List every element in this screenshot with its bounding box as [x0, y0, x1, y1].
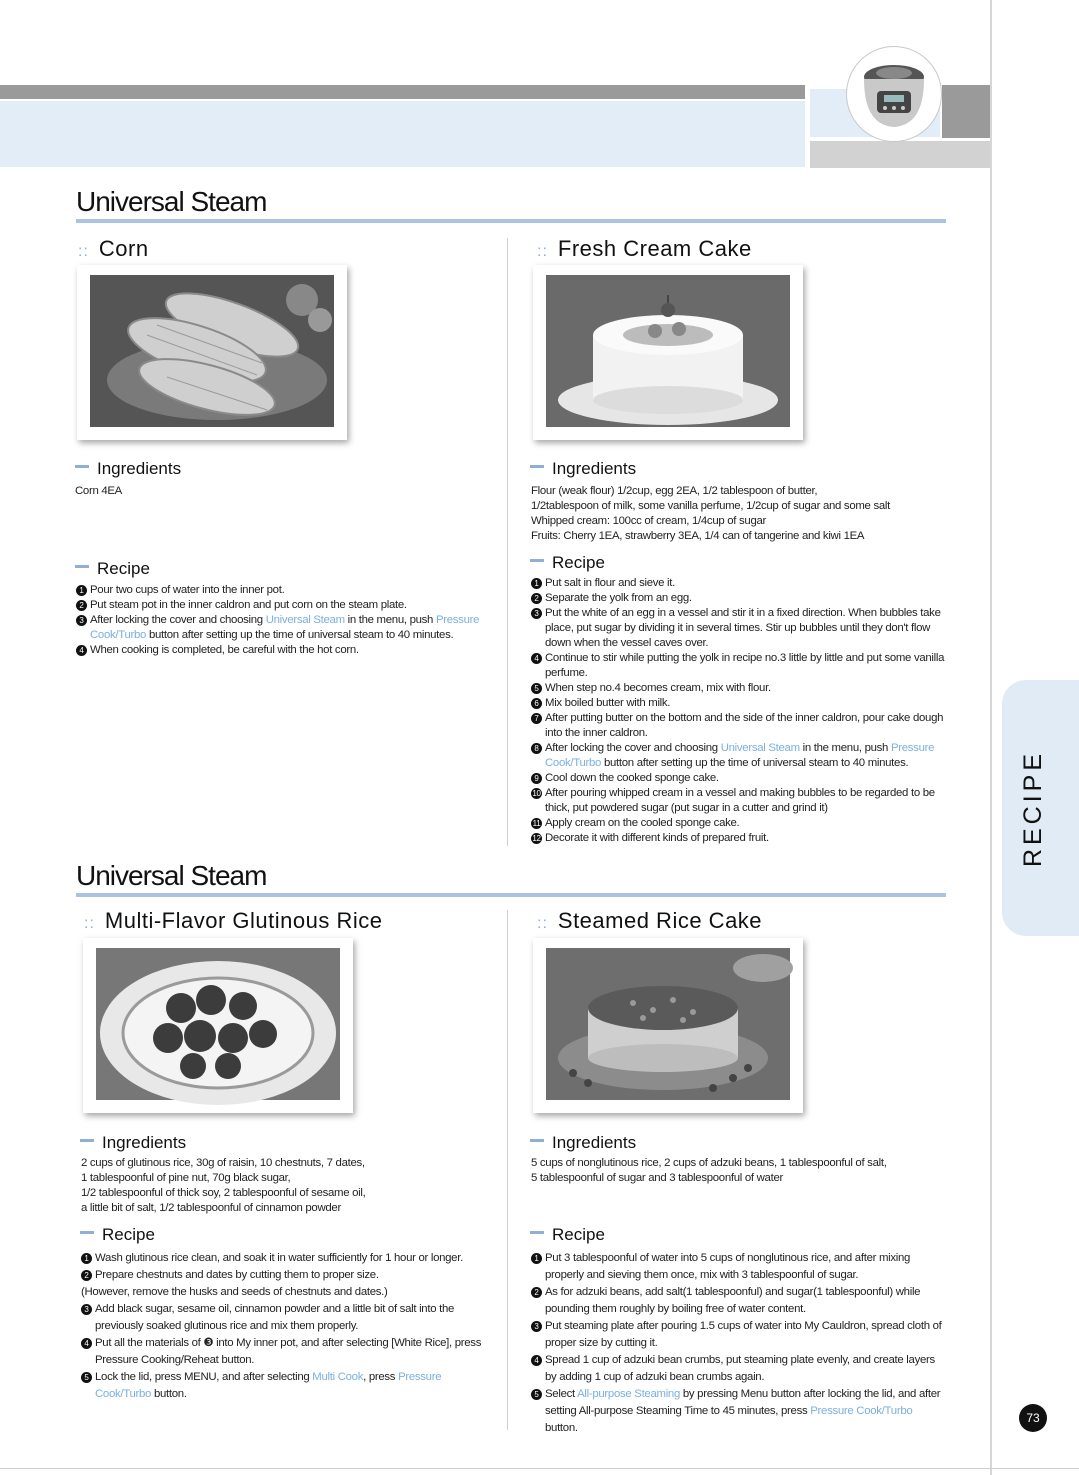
ingredients-text — [531, 484, 949, 544]
step-text: Cool down the cooked sponge cake. — [545, 772, 719, 784]
step-text: Apply cream on the cooled sponge cake. — [545, 817, 740, 829]
step-number: 3 — [76, 615, 87, 626]
column-divider — [507, 238, 508, 846]
ingredients-label: Ingredients — [102, 1133, 187, 1152]
recipe-step — [531, 696, 946, 711]
ingredient-line: 5 cups of nonglutinous rice, 2 cups of adzuki beans, 1 tablespoonful of salt, — [531, 1157, 887, 1169]
recipe-heading — [530, 1225, 605, 1245]
recipe-step — [76, 643, 492, 658]
menu-term: Universal Steam — [720, 742, 800, 754]
recipe-step — [531, 651, 946, 681]
step-number: 1 — [81, 1253, 92, 1264]
recipe-label: Recipe — [552, 553, 605, 572]
dish-name: Steamed Rice Cake — [557, 908, 763, 933]
ingredients-heading — [80, 1133, 186, 1153]
button-term: Pressure Cook/Turbo — [90, 614, 480, 641]
step-text: Put salt in flour and sieve it. — [545, 577, 675, 589]
step-text: Put steaming plate after pouring 1.5 cups of water into My Cauldron, spread cloth of proper size by cutting it. — [545, 1320, 942, 1349]
step-text: button after setting up the time of universal steam to 40 minutes. — [601, 757, 909, 769]
step-text: Wash glutinous rice clean, and soak it in water sufficiently for 1 hour or longer. — [95, 1252, 463, 1264]
step-text: button. — [545, 1422, 578, 1434]
recipe-step — [81, 1335, 493, 1369]
step-number: 4 — [81, 1338, 92, 1349]
step-text: Spread 1 cup of adzuki bean crumbs, put steaming plate evenly, and create layers by adding 1 cup of adzuki bean crumbs again. — [545, 1354, 935, 1383]
ingredient-line: 1/2tablespoon of milk, some vanilla perfume, 1/2cup of sugar and some salt — [531, 500, 890, 512]
section-rule — [76, 893, 946, 897]
step-text: After locking the cover and choosing — [545, 742, 721, 754]
menu-term: Universal Steam — [265, 614, 345, 626]
recipe-step — [531, 681, 946, 696]
recipe-step — [81, 1267, 493, 1284]
ingredient-line: 1 tablespoonful of pine nut, 70g black sugar, — [81, 1172, 291, 1184]
recipe-step — [531, 831, 946, 846]
title-dots: :: — [78, 243, 89, 260]
step-text: Lock the lid, press MENU, and after selecting — [95, 1371, 313, 1383]
ingredient-line: Whipped cream: 100cc of cream, 1/4cup of sugar — [531, 515, 767, 527]
recipe-steps — [531, 1250, 945, 1437]
ingredients-heading — [530, 1133, 636, 1153]
step-number: 4 — [531, 1355, 542, 1366]
corn-photo — [77, 265, 347, 440]
heading-dash — [530, 465, 544, 468]
step-text: Add black sugar, sesame oil, cinnamon powder and a little bit of salt into the previously soaked glutinous rice and mix them properly. — [95, 1303, 455, 1332]
recipe-step — [531, 711, 946, 741]
ingredients-text — [75, 484, 495, 499]
recipe-heading — [75, 559, 150, 579]
heading-dash — [530, 559, 544, 562]
recipe-steps — [81, 1250, 493, 1403]
ingredients-heading — [530, 459, 636, 479]
button-term: Pressure Cook/Turbo — [545, 742, 935, 769]
step-text: (However, remove the husks and seeds of chestnuts and dates.) — [81, 1286, 388, 1298]
rice-cooker-image — [846, 46, 942, 142]
dish-name: Fresh Cream Cake — [557, 236, 752, 261]
step-text: Decorate it with different kinds of prepared fruit. — [545, 832, 769, 844]
header-blue-band — [0, 101, 805, 167]
menu-term: All-purpose Steaming — [577, 1388, 680, 1400]
dish-title-rice-cake — [537, 908, 762, 934]
rice-cake-photo — [533, 938, 803, 1113]
ingredients-label: Ingredients — [97, 459, 182, 478]
step-number: 10 — [532, 789, 541, 798]
step-number: 6 — [531, 698, 542, 709]
page-edge-line — [990, 0, 992, 1475]
step-text: Pour two cups of water into the inner pot. — [90, 584, 285, 596]
recipe-heading — [530, 553, 605, 573]
step-text: After putting butter on the bottom and the side of the inner caldron, pour cake dough into the inner caldron. — [545, 712, 944, 739]
heading-dash — [75, 465, 89, 468]
recipe-label: Recipe — [552, 1225, 605, 1244]
ingredients-text — [81, 1156, 501, 1216]
dish-title-corn — [78, 236, 149, 262]
step-text: Continue to stir while putting the yolk in recipe no.3 little by little and put some vanilla perfume. — [545, 652, 945, 679]
recipe-step — [76, 613, 492, 643]
recipe-label: Recipe — [97, 559, 150, 578]
recipe-steps — [76, 583, 492, 658]
step-text: When cooking is completed, be careful with the hot corn. — [90, 644, 359, 656]
ingredient-line: 5 tablespoonful of sugar and 3 tablespoonful of water — [531, 1172, 783, 1184]
dish-title-cake — [537, 236, 752, 262]
cake-photo — [533, 265, 803, 440]
heading-dash — [530, 1231, 544, 1234]
step-text: button after setting up the time of universal steam to 40 minutes. — [146, 629, 454, 641]
step-number: 2 — [76, 600, 87, 611]
dish-name: Corn — [98, 236, 149, 261]
step-number: 3 — [81, 1304, 92, 1315]
step-number: 7 — [531, 713, 542, 724]
title-dots: :: — [84, 915, 95, 932]
step-text: by pressing Menu button after locking the lid, and after setting All-purpose Steaming Time to 45 minutes, press — [545, 1388, 941, 1417]
step-text: Prepare chestnuts and dates by cutting them to proper size. — [95, 1269, 379, 1281]
recipe-step — [531, 1352, 945, 1386]
step-text: Mix boiled butter with milk. — [545, 697, 671, 709]
step-number: 1 — [76, 585, 87, 596]
menu-term: Multi Cook — [312, 1371, 364, 1383]
step-text: Put the white of an egg in a vessel and stir it in a fixed direction. When bubbles take place, put sugar by dividing it in several times. Stir up bubbles until they don't flow down when the vessel caves over. — [545, 607, 941, 649]
section-rule — [76, 219, 946, 223]
dish-title-glutinous-rice — [84, 908, 382, 934]
step-text: Put 3 tablespoonful of water into 5 cups of nonglutinous rice, and after mixing properly and sieving them once, mix with 3 tablespoonful of sugar. — [545, 1252, 911, 1281]
header-gray-block — [942, 85, 991, 138]
step-text: Select — [545, 1388, 578, 1400]
recipe-step — [81, 1250, 493, 1267]
ingredient-line: a little bit of salt, 1/2 tablespoonful of cinnamon powder — [81, 1202, 341, 1214]
button-term: Pressure Cook/Turbo — [810, 1405, 913, 1417]
recipe-tab-label — [1010, 680, 1058, 936]
heading-dash — [80, 1139, 94, 1142]
recipe-step — [531, 1284, 945, 1318]
step-text: in the menu, push — [344, 614, 436, 626]
section-title: Universal Steam — [76, 186, 267, 217]
step-number: 1 — [531, 578, 542, 589]
step-text: As for adzuki beans, add salt(1 tablespoonful) and sugar(1 tablespoonful) while pounding them roughly by boiling free of water content. — [545, 1286, 921, 1315]
page-number: 73 — [1019, 1404, 1047, 1432]
recipe-step — [531, 786, 946, 816]
ingredient-line: Fruits: Cherry 1EA, strawberry 3EA, 1/4 can of tangerine and kiwi 1EA — [531, 530, 865, 542]
step-text: When step no.4 becomes cream, mix with flour. — [545, 682, 771, 694]
column-divider — [507, 910, 508, 1430]
recipe-step — [81, 1369, 493, 1403]
step-number: 12 — [532, 834, 541, 843]
recipe-step — [531, 576, 946, 591]
heading-dash — [75, 565, 89, 568]
header-gray-box — [810, 141, 990, 168]
heading-dash — [530, 1139, 544, 1142]
recipe-step — [531, 771, 946, 786]
step-number: 5 — [531, 683, 542, 694]
ingredients-label: Ingredients — [552, 1133, 637, 1152]
footer-line — [0, 1468, 1079, 1469]
step-number: 5 — [531, 1389, 542, 1400]
heading-dash — [80, 1231, 94, 1234]
step-number: 8 — [531, 743, 542, 754]
step-number: 3 — [531, 608, 542, 619]
ingredients-text — [531, 1156, 949, 1186]
title-dots: :: — [537, 915, 548, 932]
recipe-step — [531, 591, 946, 606]
ingredient-line: Corn 4EA — [75, 485, 122, 497]
step-number: 9 — [531, 773, 542, 784]
step-text: button. — [151, 1388, 187, 1400]
recipe-step — [531, 1318, 945, 1352]
recipe-step — [531, 1386, 945, 1437]
step-number: 2 — [81, 1270, 92, 1281]
step-text: , press — [363, 1371, 399, 1383]
step-text: in the menu, push — [799, 742, 891, 754]
ingredient-line: 1/2 tablespoonful of thick soy, 2 tablespoonful of sesame oil, — [81, 1187, 366, 1199]
ingredients-label: Ingredients — [552, 459, 637, 478]
step-text: Separate the yolk from an egg. — [545, 592, 692, 604]
step-number: 3 — [531, 1321, 542, 1332]
step-text: Put steam pot in the inner caldron and put corn on the steam plate. — [90, 599, 407, 611]
header-gray-bar — [0, 85, 805, 99]
ingredient-line: Flour (weak flour) 1/2cup, egg 2EA, 1/2 tablespoon of butter, — [531, 485, 818, 497]
side-tab-text: RECIPE — [1019, 749, 1048, 867]
step-number: 4 — [531, 653, 542, 664]
recipe-step — [531, 606, 946, 651]
recipe-step — [531, 816, 946, 831]
recipe-note — [81, 1284, 493, 1301]
step-text: After locking the cover and choosing — [90, 614, 266, 626]
step-number: 4 — [76, 645, 87, 656]
recipe-step — [76, 598, 492, 613]
section-title: Universal Steam — [76, 860, 267, 891]
step-number: 2 — [531, 593, 542, 604]
title-dots: :: — [537, 243, 548, 260]
ingredients-heading — [75, 459, 181, 479]
recipe-label: Recipe — [102, 1225, 155, 1244]
recipe-heading — [80, 1225, 155, 1245]
step-number: 5 — [81, 1372, 92, 1383]
recipe-step — [76, 583, 492, 598]
recipe-steps — [531, 576, 946, 846]
dish-name: Multi-Flavor Glutinous Rice — [104, 908, 383, 933]
step-number: 2 — [531, 1287, 542, 1298]
recipe-step — [531, 1250, 945, 1284]
step-text: After pouring whipped cream in a vessel and making bubbles to be regarded to be thick, put powdered sugar (put sugar in a cutter and grind it) — [545, 787, 935, 814]
recipe-step — [531, 741, 946, 771]
step-number: 11 — [532, 819, 541, 828]
recipe-step — [81, 1301, 493, 1335]
button-term: Pressure Cook/Turbo — [95, 1371, 442, 1400]
step-number: 1 — [531, 1253, 542, 1264]
glutinous-rice-photo — [83, 938, 353, 1113]
step-text: Put all the materials of ❸ into My inner pot, and after selecting [White Rice], press Pressure Cooking/Reheat button. — [95, 1337, 482, 1366]
ingredient-line: 2 cups of glutinous rice, 30g of raisin, 10 chestnuts, 7 dates, — [81, 1157, 365, 1169]
